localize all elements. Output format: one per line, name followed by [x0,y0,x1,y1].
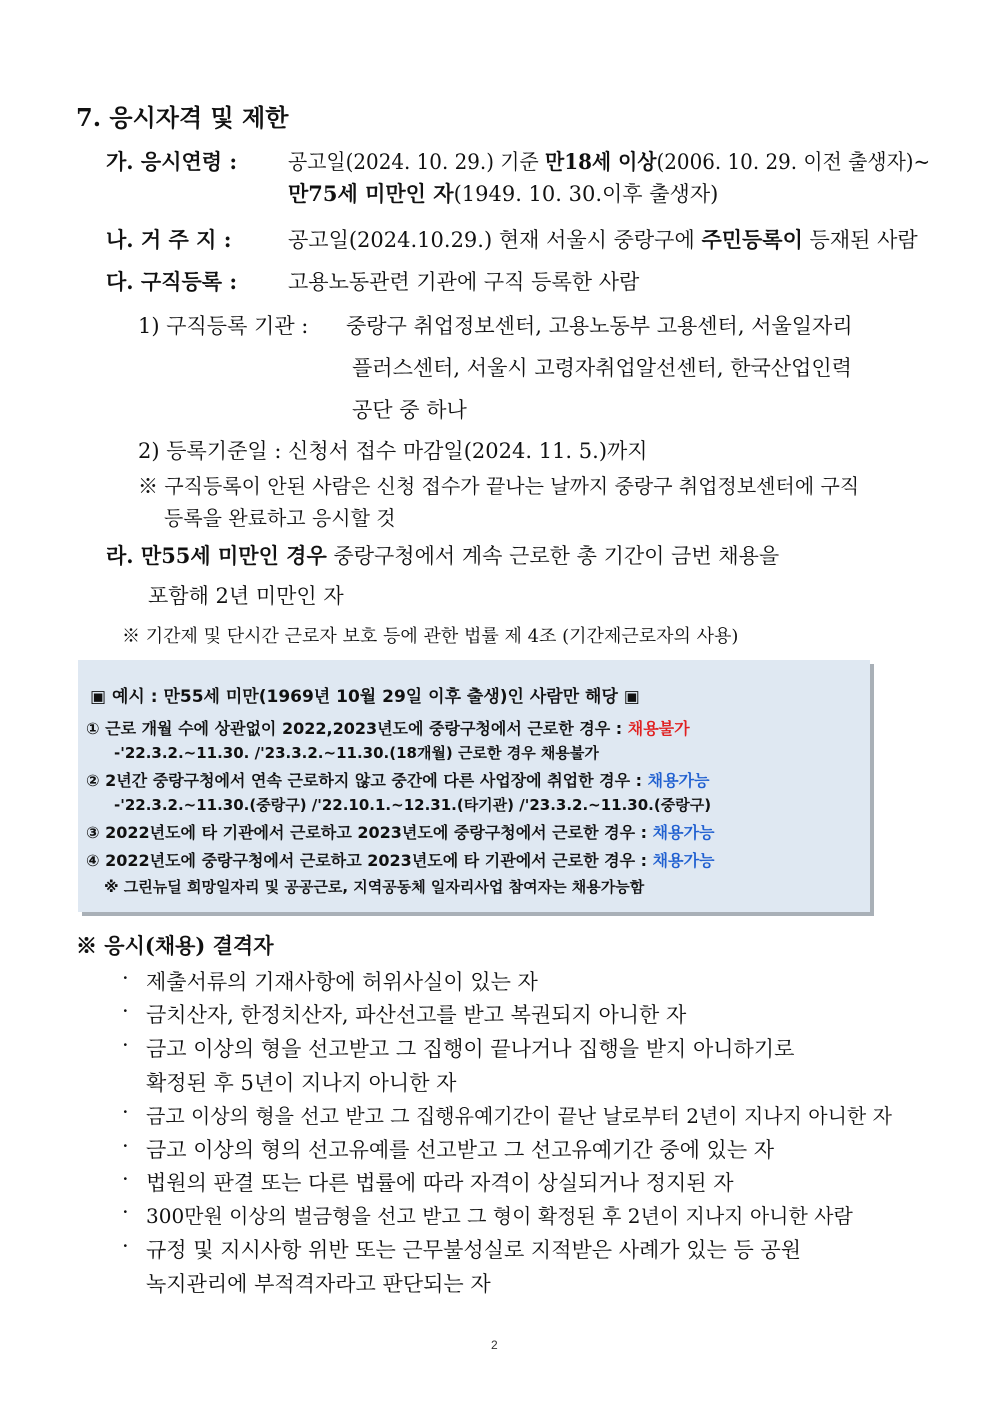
item4-text: ④ 2022년도에 중랑구청에서 근로하고 2023년도에 타 기관에서 근로한 경우 : [86,851,653,870]
item1-status: 채용불가 [627,719,690,738]
ra-line2: 포함해 2년 미만인 자 [148,584,344,608]
da1-line1: 중랑구 취업정보센터, 고용노동부 고용센터, 서울일자리 [346,314,853,338]
da1-line3: 공단 중 하나 [352,398,467,422]
ga-text3: (1949. 10. 30.이후 출생자) [453,182,719,206]
example-item2-sub: -'22.3.2.~11.30.(중랑구) /'22.10.1.~12.31.(타기관) /'23.3.2.~11.30.(중랑구) [114,796,712,814]
ga-bold2: 만75세 미만인 자 [288,181,454,206]
item4-status: 채용가능 [652,851,715,870]
note1-line2: 등록을 완료하고 응시할 것 [164,506,396,530]
ga-label: 가. 응시연령 : [106,149,238,174]
ga-bold1: 만18세 이상 [545,149,657,174]
dq-bullet-4: · [122,1100,129,1124]
disqualification-title: ※ 응시(채용) 결격자 [76,933,274,958]
example-footnote: ※ 그린뉴딜 희망일자리 및 공공근로, 지역공동체 일자리사업 참여자는 채용가능함 [104,878,645,896]
na-text2: 등재된 사람 [802,228,918,252]
dq-item-2: 금치산자, 한정치산자, 파산선고를 받고 복권되지 아니한 자 [146,1003,687,1027]
na-bold: 주민등록이 [701,227,803,252]
example-item3 [86,820,714,843]
dq-item-4: 금고 이상의 형을 선고 받고 그 집행유예기간이 끝난 날로부터 2년이 지나지 아니한 자 [146,1104,892,1128]
ga-line1 [288,146,930,176]
dq-item-1: 제출서류의 기재사항에 허위사실이 있는 자 [146,970,538,994]
item3-status: 채용가능 [652,823,715,842]
item1-text: ① 근로 개월 수에 상관없이 2022,2023년도에 중랑구청에서 근로한 경우 : [86,719,628,738]
item2-text: ② 2년간 중랑구청에서 연속 근로하지 않고 중간에 다른 사업장에 취업한 경우 : [86,771,648,790]
dq-item-8-cont: 녹지관리에 부적격자라고 판단되는 자 [146,1272,491,1296]
dq-bullet-6: · [122,1167,129,1191]
section-title: 7. 응시자격 및 제한 [76,103,289,132]
example-item2 [86,768,709,791]
example-item1 [86,716,690,739]
na-text1: 공고일(2024.10.29.) 현재 서울시 중랑구에 [288,228,702,252]
dq-bullet-2: · [122,999,129,1023]
dq-item-7: 300만원 이상의 벌금형을 선고 받고 그 형이 확정된 후 2년이 지나지 아니한 사람 [146,1204,853,1228]
example-header: ▣ 예시 : 만55세 미만(1969년 10월 29일 이후 출생)인 사람만 해당 ▣ [90,687,640,707]
ga-text2: (2006. 10. 29. 이전 출생자)~ [656,150,931,174]
na-label: 나. 거 주 지 : [106,227,232,252]
da-text: 고용노동관련 기관에 구직 등록한 사람 [288,270,640,294]
dq-bullet-8: · [122,1234,129,1258]
item3-text: ③ 2022년도에 타 기관에서 근로하고 2023년도에 중랑구청에서 근로한 경우 : [86,823,653,842]
dq-item-8: 규정 및 지시사항 위반 또는 근무불성실로 지적받은 사례가 있는 등 공원 [146,1238,802,1262]
dq-item-3: 금고 이상의 형을 선고받고 그 집행이 끝나거나 집행을 받지 아니하기로 [146,1037,795,1061]
page-number: 2 [491,1338,498,1352]
dq-bullet-3: · [122,1033,129,1057]
dq-bullet-5: · [122,1134,129,1158]
dq-bullet-7: · [122,1200,129,1224]
dq-item-5: 금고 이상의 형의 선고유예를 선고받고 그 선고유예기간 중에 있는 자 [146,1138,775,1162]
dq-bullet-1: · [122,966,129,990]
ra-bold: 라. 만55세 미만인 경우 [106,543,327,568]
note1-line1: ※ 구직등록이 안된 사람은 신청 접수가 끝나는 날까지 중랑구 취업정보센터에 구직 [138,474,860,498]
da1-line2: 플러스센터, 서울시 고령자취업알선센터, 한국산업인력 [352,356,852,380]
da2-line: 2) 등록기준일 : 신청서 접수 마감일(2024. 11. 5.)까지 [138,439,648,463]
ga-text1: 공고일(2024. 10. 29.) 기준 [288,150,546,174]
example-box [78,660,870,912]
item2-status: 채용가능 [647,771,710,790]
ga-line2 [288,178,718,208]
ra-text: 중랑구청에서 계속 근로한 총 기간이 금번 채용을 [326,544,780,568]
na-line [288,224,918,254]
ra-note: ※ 기간제 및 단시간 근로자 보호 등에 관한 법률 제 4조 (기간제근로자의 사용) [122,626,739,647]
ra-line1 [106,540,779,570]
da-label: 다. 구직등록 : [106,269,238,294]
dq-item-3-cont: 확정된 후 5년이 지나지 아니한 자 [146,1071,457,1095]
example-item1-sub: -'22.3.2.~11.30. /'23.3.2.~11.30.(18개월) 근로한 경우 채용불가 [114,744,599,762]
example-item4 [86,848,714,871]
da1-label: 1) 구직등록 기관 : [138,314,309,338]
dq-item-6: 법원의 판결 또는 다른 법률에 따라 자격이 상실되거나 정지된 자 [146,1171,734,1195]
